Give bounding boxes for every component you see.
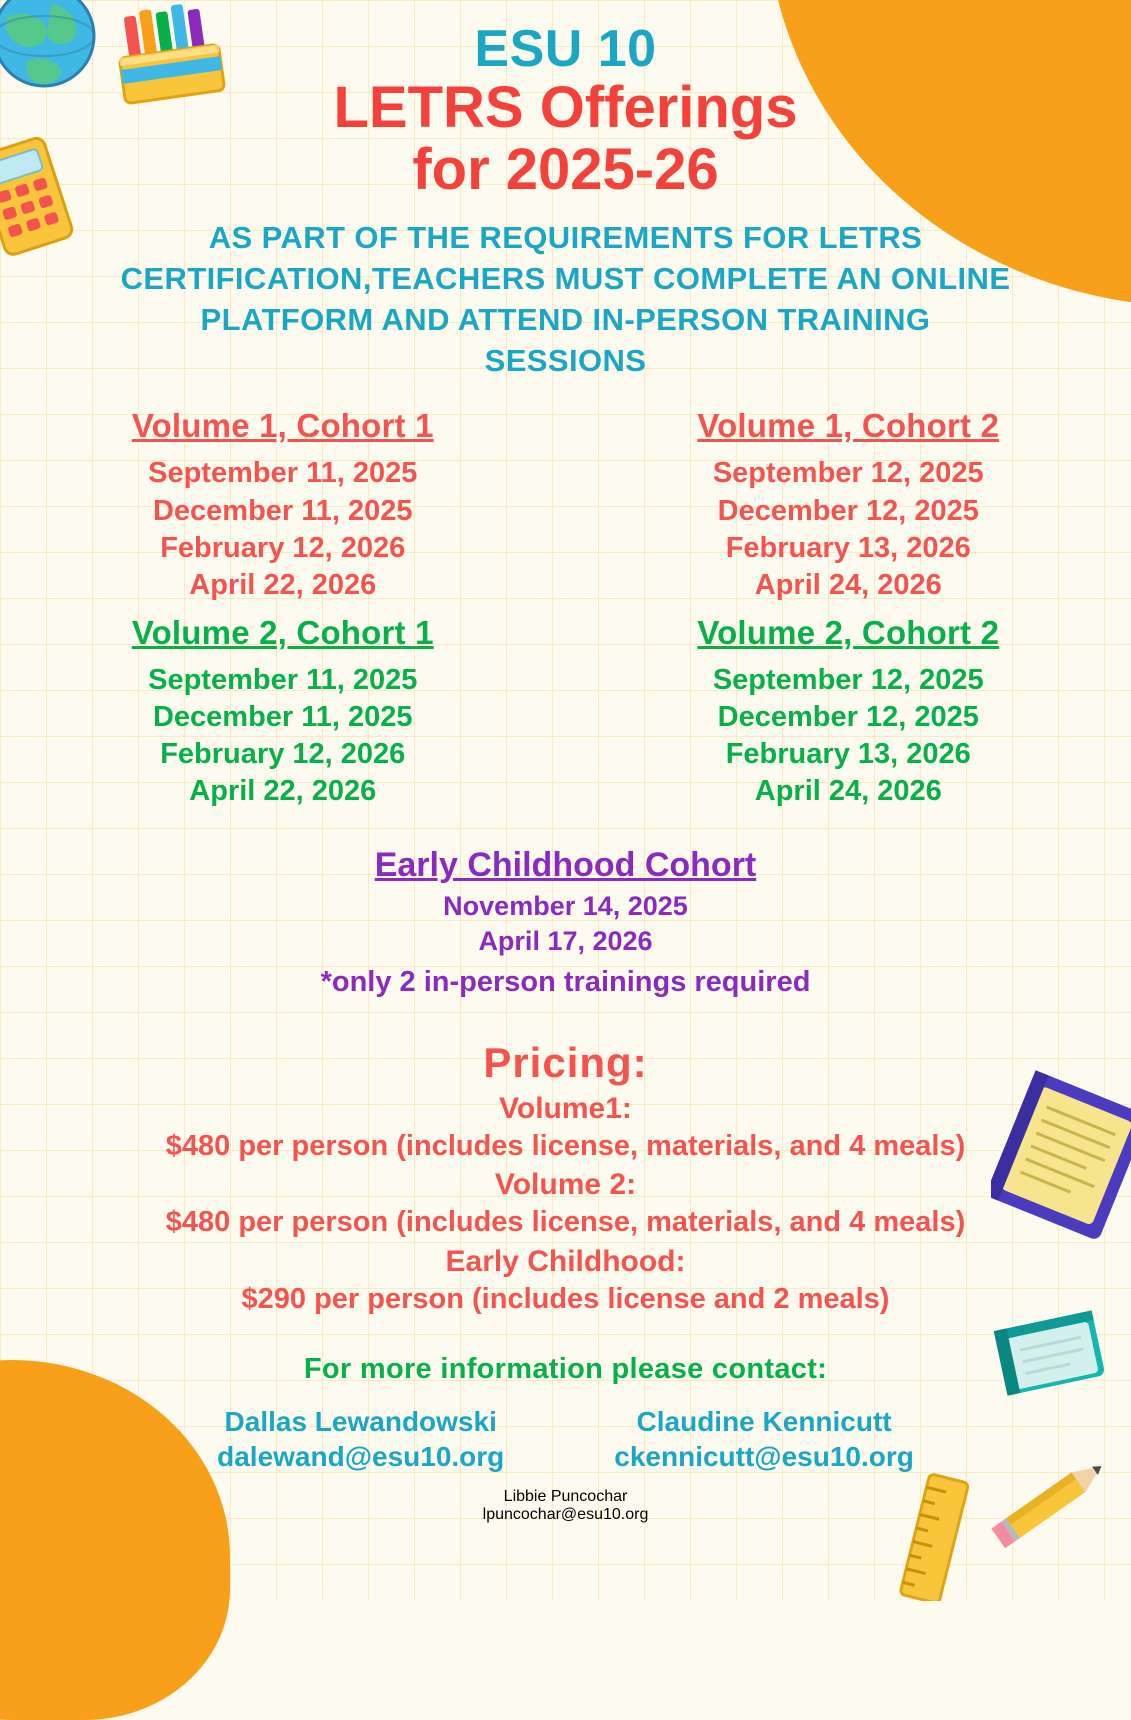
early-childhood-block: [0, 846, 1131, 998]
pricing-label: Volume 2:: [0, 1165, 1131, 1204]
contact-email[interactable]: lpuncochar@esu10.org: [0, 1506, 1131, 1524]
flyer-header: [0, 0, 1131, 202]
cohort-date: December 12, 2025: [566, 493, 1131, 530]
flyer-subtitle: AS PART OF THE REQUIREMENTS FOR LETRS CERTIFICATION,TEACHERS MUST COMPLETE AN ONLINE PLATFORM AND ATTEND IN-PERSON TRAINING SESSIONS: [116, 218, 1016, 382]
pricing-heading: Pricing:: [0, 1039, 1131, 1087]
pricing-amount: $480 per person (includes license, materials, and 4 meals): [0, 1128, 1131, 1166]
contact-email[interactable]: dalewand@esu10.org: [217, 1439, 504, 1474]
cohort-date: September 12, 2025: [566, 662, 1131, 699]
cohort-date: April 22, 2026: [0, 567, 566, 604]
cohort-date: September 11, 2025: [0, 662, 566, 699]
cohort-block: [566, 407, 1131, 603]
cohort-block: [566, 614, 1131, 810]
pricing-amount: $290 per person (includes license and 2 meals): [0, 1281, 1131, 1319]
contact-person: [614, 1404, 914, 1474]
flyer-title-line2: for 2025-26: [0, 139, 1131, 202]
flyer-title-line1: LETRS Offerings: [0, 77, 1131, 140]
cohort-grid: [0, 407, 1131, 820]
early-childhood-date: April 17, 2026: [0, 924, 1131, 959]
pricing-label: Volume1:: [0, 1089, 1131, 1128]
contact-name: Claudine Kennicutt: [614, 1404, 914, 1439]
early-childhood-title: Early Childhood Cohort: [0, 846, 1131, 885]
organization-name: ESU 10: [0, 22, 1131, 77]
cohort-block: [0, 407, 566, 603]
contact-email[interactable]: ckennicutt@esu10.org: [614, 1439, 914, 1474]
cohort-date: December 11, 2025: [0, 493, 566, 530]
early-childhood-note: *only 2 in-person trainings required: [0, 966, 1131, 999]
cohort-title: Volume 1, Cohort 2: [566, 407, 1131, 445]
contact-heading: For more information please contact:: [0, 1353, 1131, 1386]
cohort-title: Volume 2, Cohort 2: [566, 614, 1131, 652]
cohort-title: Volume 1, Cohort 1: [0, 407, 566, 445]
contact-name: Dallas Lewandowski: [217, 1404, 504, 1439]
cohort-block: [0, 614, 566, 810]
cohort-date: April 24, 2026: [566, 773, 1131, 810]
cohort-date: February 13, 2026: [566, 736, 1131, 773]
cohort-date: December 11, 2025: [0, 699, 566, 736]
contact-person: [217, 1404, 504, 1474]
cohort-date: September 11, 2025: [0, 455, 566, 492]
early-childhood-date: November 14, 2025: [0, 889, 1131, 924]
cohort-date: February 13, 2026: [566, 530, 1131, 567]
contact-name: Libbie Puncochar: [0, 1488, 1131, 1506]
contact-list: [0, 1404, 1131, 1474]
cohort-date: April 22, 2026: [0, 773, 566, 810]
cohort-title: Volume 2, Cohort 1: [0, 614, 566, 652]
pricing-label: Early Childhood:: [0, 1242, 1131, 1281]
cohort-date: April 24, 2026: [566, 567, 1131, 604]
contact-person: [0, 1488, 1131, 1524]
cohort-date: December 12, 2025: [566, 699, 1131, 736]
cohort-date: February 12, 2026: [0, 736, 566, 773]
cohort-date: September 12, 2025: [566, 455, 1131, 492]
cohort-date: February 12, 2026: [0, 530, 566, 567]
pricing-amount: $480 per person (includes license, materials, and 4 meals): [0, 1204, 1131, 1242]
pricing-section: [0, 1039, 1131, 1319]
